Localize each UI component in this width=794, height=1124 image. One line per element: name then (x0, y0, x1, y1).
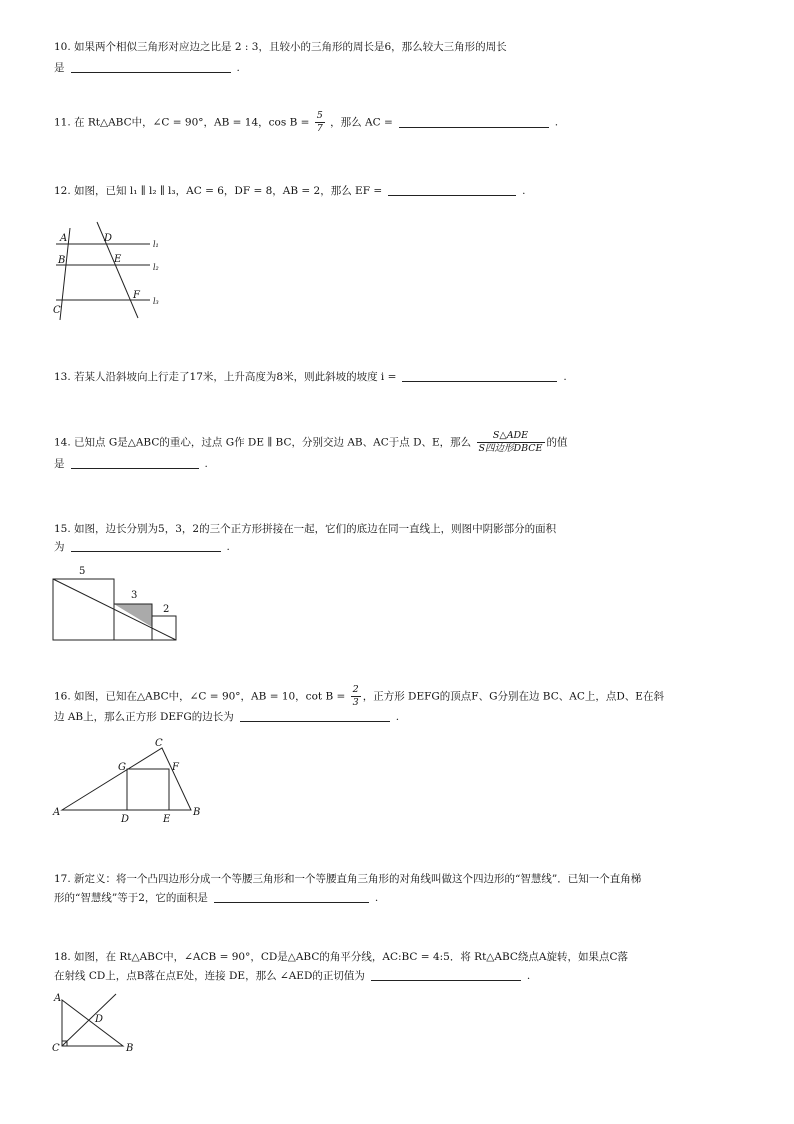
q18-end: . (526, 970, 531, 982)
q11-text-2: ，那么 AC = (330, 116, 393, 129)
q15-end: . (226, 541, 230, 553)
q16-end: . (395, 711, 400, 723)
q12-label-e: E (114, 254, 122, 265)
q12-label-b: B (58, 255, 66, 266)
q16-prefix-2: 边 AB上，那么正方形 DEFG的边长为 (54, 711, 234, 723)
q12-label-l1: l₁ (153, 240, 159, 249)
q16-text: 16. 如图，已知在△ABC中，∠C = 90°，AB = 10，cot B = (54, 690, 346, 703)
q13-text: 13. 若某人沿斜坡向上行走了17米，上升高度为8米，则此斜坡的坡度 i = (54, 371, 397, 383)
q16-fraction: $\frac{2}{3}$ (352, 684, 359, 708)
q18-triangle-abc (62, 1000, 123, 1046)
q12-text: 12. 如图，已知 l₁ ∥ l₂ ∥ l₃，AC = 6，DF = 8，AB = 2，那么 EF = (54, 185, 383, 197)
q10-line1: 10. 如果两个相似三角形对应边之比是 2 : 3，且较小的三角形的周长是6，那么较大三角形的周长 (54, 41, 507, 53)
q12-end: . (522, 185, 526, 197)
q14-text-2: 的值 (546, 436, 568, 449)
q12-label-c: C (53, 305, 61, 316)
q18-label-b: B (126, 1043, 134, 1054)
q12-label-a: A (60, 233, 68, 244)
q18-prefix: 在射线 CD上，点B落在点E处，连接 DE，那么 ∠AED的正切值为 (54, 970, 365, 982)
q11-fraction: $\frac{5}{7}$ (316, 110, 323, 134)
q16-label-f: F (172, 762, 179, 773)
q17-prefix: 形的“智慧线”等于2，它的面积是 (54, 892, 208, 904)
q16-label-c: C (155, 738, 163, 749)
q15-label-5: 5 (79, 566, 86, 577)
q11-text: 11. 在 Rt△ABC中，∠C = 90°，AB = 14，cos B = (54, 116, 310, 129)
q14-text: 14. 已知点 G是△ABC的重心，过点 G作 DE ∥ BC，分别交边 AB、AC于点 D、E，那么 (54, 436, 472, 449)
q15-label-2: 2 (163, 604, 170, 615)
q16-label-d: D (121, 814, 130, 825)
q11-end: . (554, 116, 559, 129)
q12-label-l3: l₃ (153, 297, 159, 306)
q18-line1: 18. 如图，在 Rt△ABC中，∠ACB = 90°，CD是△ABC的角平分线，AC:BC = 4:5．将 Rt△ABC绕点A旋转，如果点C落 (54, 951, 629, 963)
q14-prefix-2: 是 (54, 458, 65, 470)
q12-label-d: D (104, 233, 113, 244)
q16-label-g: G (118, 762, 126, 773)
q12-label-l2: l₂ (153, 263, 159, 272)
q10-prefix: 是 (54, 62, 65, 74)
q17-line1: 17. 新定义：将一个凸四边形分成一个等腰三角形和一个等腰直角三角形的对角线叫做这个四边形的“智慧线”．已知一个直角梯 (54, 873, 642, 885)
q13-end: . (563, 371, 567, 383)
q18-bisector-cd (62, 994, 116, 1046)
q15-label-3: 3 (131, 590, 138, 601)
q16-label-a: A (53, 807, 61, 818)
q12-label-f: F (133, 290, 140, 301)
q14-fraction: $\frac{\text{S△ADE}}{\text{S四边形DBCE}}$ (478, 430, 543, 454)
q16-text-2: ，正方形 DEFG的顶点F、G分别在边 BC、AC上，点D、E在斜 (362, 690, 664, 703)
q18-label-d: D (95, 1014, 104, 1025)
q18-label-c: C (52, 1043, 60, 1054)
q17-end: . (374, 892, 379, 904)
q18-label-a: A (54, 993, 62, 1004)
q15-line1: 15. 如图，边长分别为5，3，2的三个正方形拼接在一起，它们的底边在同一直线上，则图中阴影部分的面积 (54, 523, 557, 535)
q14-end: . (204, 458, 208, 470)
q15-prefix: 为 (54, 541, 65, 553)
q10-suffix: . (236, 62, 240, 74)
q16-label-e: E (163, 814, 171, 825)
q16-label-b: B (193, 807, 201, 818)
